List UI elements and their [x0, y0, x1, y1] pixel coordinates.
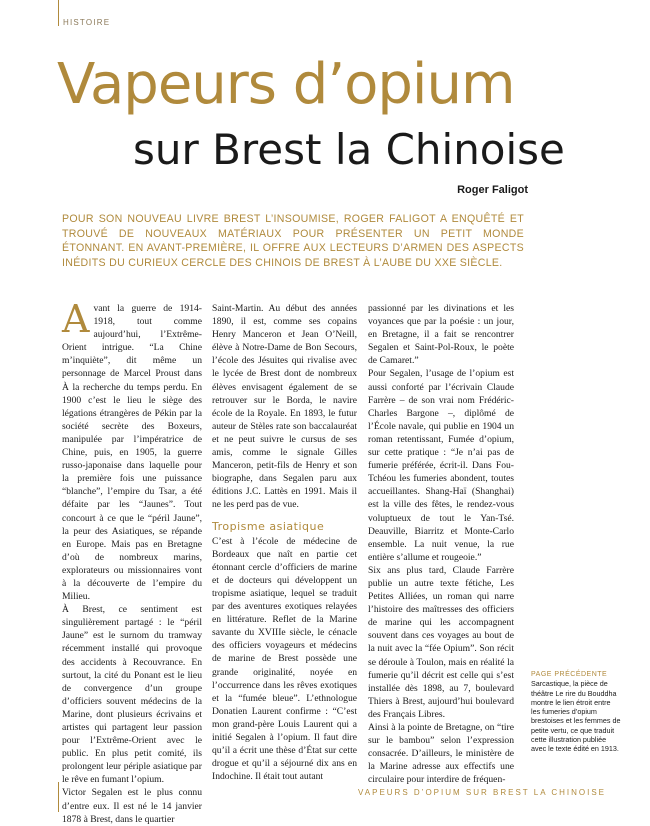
body-column-3: [368, 302, 514, 786]
body-paragraph: vant la guerre de 1914-1918, tout comme aujourd’hui, l’Extrême-Orient intrigue. “La Chine m’inquiète”, dit même un personnage de Marcel Proust dans À la recherche du temps perdu. En 1900 c’est le lieu le siège des légations étrangères de Pékin par la société secrète des Boxeurs, manipulée par l’impératrice de Chine, puis, en 1905, la guerre russo-japonaise dans laquelle pour la première fois une puissance “blanche”, l’empire du Tsar, a été défaite par les “Jaunes”. Tout concourt à ce que le “péril Jaune”, la peur des Asiatiques, se répande en Europe. Mais pas en Bretagne d’où de nombreux marins, explorateurs ou missionnaires vont à la découverte de l’empire du Milieu.: [62, 303, 202, 603]
top-rule: [58, 0, 59, 26]
lede-paragraph: POUR SON NOUVEAU LIVRE BREST L’INSOUMISE, ROGER FALIGOT A ENQUÊTÉ ET TROUVÉ DE NOUVEAUX MATÉRIAUX POUR PRÉSENTER UN PETIT MONDE ÉTONNANT. EN AVANT-PREMIÈRE, IL OFFRE AUX LECTEURS D’ARMEN DES ASPECTS INÉDITS DU CURIEUX CERCLE DES CHINOIS DE BREST À L’AUBE DU XXE SIÈCLE.: [62, 213, 524, 269]
caption-text: Sarcastique, la pièce de théâtre Le rire du Bouddha montre le lien étroit entre les fumeries d’opium brestoises et les femmes de petite vertu, ce que traduit cette illustration publiée avec le texte édité en 1913.: [531, 679, 621, 754]
drop-cap: A: [62, 297, 90, 341]
body-paragraph: Six ans plus tard, Claude Farrère publie un autre texte fétiche, Les Petites Alliées, un roman qui narre l’histoire des maîtresses des officiers de marine qui les accompagnent souvent dans ces voyages au bout de la nuit avec la “fée Opium”. Son récit se déroule à Toulon, mais en réalité la fumerie qu’il décrit est celle qui s’est installée dès 1898, au 7, boulevard Thiers à Brest, aujourd’hui boulevard des Français Libres.: [368, 564, 514, 720]
body-paragraph: C’est à l’école de médecine de Bordeaux que naît en partie cet étonnant cercle d’officiers de marine et de docteurs qui développent un tropisme asiatique, lequel se traduit par des aventures exotiques relayées en littérature. Reflet de la Marine savante du XVIIIe siècle, le cénacle des officiers voyageurs et médecins de marine de Brest possède une grande originalité, noyée en l’occurrence dans les rêves exotiques et la “fumée bleue”. L’ethnologue Donatien Laurent confirme : “C’est mon grand-père Louis Laurent qui a initié Segalen à l’opium. Il faut dire qu’il a écrit une thèse d’État sur cette drogue et qu’il a séjourné dix ans en Indochine. Il était tout autant: [212, 535, 357, 783]
body-paragraph: À Brest, ce sentiment est singulièrement partagé : le “péril Jaune” est le surnom du tramway récemment installé qui provoque des accidents à Recouvrance. En surtout, la cité du Ponant est le lieu de convergence d’un groupe d’officiers souvent médecins de la Marine, dont plusieurs écrivains et artistes qui partagent leur passion pour l’Extrême-Orient avec le public. En plus petit comité, ils prolongent leur périple asiatique par le rêve en fumant l’opium.: [62, 604, 202, 786]
body-paragraph: Pour Segalen, l’usage de l’opium est aussi conforté par l’écrivain Claude Farrère – de son vrai nom Frédéric-Charles Bargone –, diplômé de l’École navale, qui publie en 1904 un roman retentissant, Fumée d’opium, sur cette pratique : “Je n’ai pas de fumerie préférée, écrit-il. Dans Fou-Tchéou les fumeries abondent, toutes accueillantes. Shang-Haï (Shanghai) est la ville des fêtes, le rendez-vous voluptueux de tout le Yan-Tsé. Deauville, Biarritz et Monte-Carlo ensemble. La nuit venue, la rue entière s’allume et rougeoie.”: [368, 368, 514, 563]
caption-heading: PAGE PRÉCÉDENTE: [531, 671, 608, 678]
author-byline: Roger Faligot: [457, 184, 528, 196]
title-line-1: Vapeurs d’opium: [57, 52, 515, 117]
bottom-rule: [58, 782, 59, 812]
running-footer: VAPEURS D’OPIUM SUR BREST LA CHINOISE: [358, 788, 606, 797]
image-caption: [531, 670, 621, 754]
section-label: HISTOIRE: [63, 18, 111, 27]
body-paragraph: Ainsi à la pointe de Bretagne, on “tire sur le bambou” selon l’expression consacrée. D’ailleurs, le ministère de la Marine adresse aux effectifs une circulaire pour interdire de fréquen-: [368, 722, 514, 786]
body-column-1: [62, 297, 202, 826]
subheading: Tropisme asiatique: [212, 519, 325, 533]
body-paragraph: Victor Segalen est le plus connu d’entre eux. Il est né le 14 janvier 1878 à Brest, dans le quartier: [62, 787, 202, 825]
title-line-2: sur Brest la Chinoise: [133, 125, 565, 174]
body-paragraph: passionné par les divinations et les voyances que par la poésie : un jour, en Bretagne, il a fait se rencontrer Segalen et Saint-Pol-Roux, le poète de Camaret.”: [368, 303, 514, 367]
body-column-2: [212, 302, 357, 783]
body-paragraph: Saint-Martin. Au début des années 1890, il est, comme ses copains Henry Manceron et Jean O’Neill, élève à Notre-Dame de Bon Secours, l’école des Jésuites qui rivalise avec le lycée de Brest dont de nombreux élèves envisagent également de se retrouver sur le Borda, le navire école de la Royale. En 1893, le futur auteur de Stèles rate son baccalauréat et ne peut suivre le cursus de ses amis, comme le signale Gilles Manceron, petit-fils de Henry et son biographe, dans Segalen paru aux éditions J.C. Lattès en 1991. Mais il ne les perd pas de vue.: [212, 303, 357, 511]
